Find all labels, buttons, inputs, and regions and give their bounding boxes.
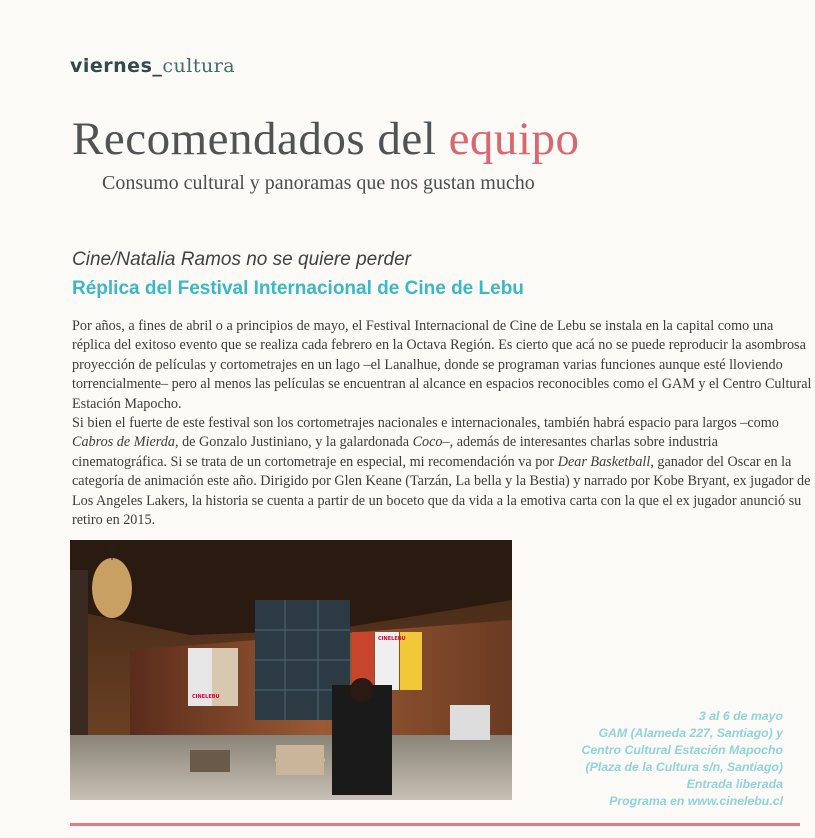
film-title-dear-basketball: Dear Basketball	[557, 453, 651, 470]
p2-text-a: Si bien el fuerte de este festival son los cortometrajes nacionales e internacionales, también habrá espacio para largos –como	[72, 415, 779, 432]
section-topic: cultura	[162, 55, 236, 77]
section-separator: _	[152, 55, 163, 77]
p2-text-d: , ganador del Oscar en la categoría de animación este año. Dirigido por Glen Keane (Tarzán, La bella y la Bestia) y narrado por Kobe Bryant, ex jugador de Los Angeles Lakers, la historia se cuenta a partir de un boceto que da vida a la emotiva carta con la que el ex jugador anunció su retiro en 2015.	[72, 453, 811, 529]
page-title	[72, 112, 579, 166]
event-venue-2-address: (Plaza de la Cultura s/n, Santiago)	[585, 760, 783, 774]
page-subtitle: Consumo cultural y panoramas que nos gustan mucho	[102, 172, 535, 194]
article-kicker: Cine/Natalia Ramos no se quiere perder	[72, 249, 412, 270]
article-paragraph-2	[72, 414, 812, 530]
event-dates: 3 al 6 de mayo	[698, 709, 783, 723]
banner-right-text: CINELEBU	[378, 636, 406, 642]
film-title-coco: Coco	[412, 434, 443, 451]
p2-text-b: , de Gonzalo Justiniano, y la galardonada	[174, 434, 413, 451]
festival-photo	[70, 540, 512, 800]
event-venue-2: Centro Cultural Estación Mapocho	[581, 743, 783, 757]
event-venue-1: GAM (Alameda 227, Santiago) y	[598, 726, 783, 740]
page-title-main: Recomendados del	[72, 113, 449, 165]
p2-text-c: –, además de interesantes charlas sobre industria cinematográfica. Si se trata de un cortometraje en especial, mi recomendación va por	[72, 434, 718, 470]
section-day: viernes	[70, 55, 153, 77]
film-title-cabros: Cabros de Mierda	[72, 434, 175, 451]
article-headline: Réplica del Festival Internacional de Cine de Lebu	[72, 278, 524, 299]
festival-photo-illustration	[70, 540, 512, 800]
article-paragraph-1: Por años, a fines de abril o a principios de mayo, el Festival Internacional de Cine de Lebu se instala en la capital como una réplica del exitoso evento que se realiza cada febrero en la Octava Región. Es cierto que acá no se puede reproducir la asombrosa proyección de películas y cortometrajes en un lago –el Lanalhue, donde se programan varias funciones aunque esté lloviendo torrencialmente– pero al menos las películas se encuentran al alcance en espacios reconocibles como el GAM y el Centro Cultural Estación Mapocho.	[72, 318, 812, 412]
section-tag	[70, 55, 235, 77]
event-program-link[interactable]: Programa en www.cinelebu.cl	[609, 794, 783, 808]
article-body	[72, 317, 812, 530]
banner-left-text: CINELEBU	[192, 694, 220, 700]
bottom-divider	[70, 823, 800, 826]
event-info	[581, 708, 783, 810]
page-title-accent: equipo	[448, 113, 580, 165]
event-entry: Entrada liberada	[686, 777, 783, 791]
